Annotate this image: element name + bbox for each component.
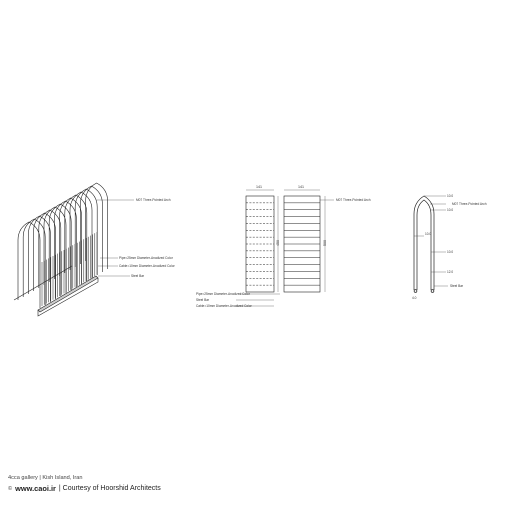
- section-arch-label: M07 Three-Pointed Arch: [452, 202, 487, 206]
- copyright-icon: ©: [8, 485, 13, 492]
- elevation-cable-label: Cable=10mm Diameter-Anodized Color: [196, 304, 252, 308]
- section-arch-inner: [417, 200, 431, 290]
- footer-site-link[interactable]: www.caoi.ir: [15, 484, 56, 493]
- elevation-dim-height2: 500: [323, 240, 327, 246]
- elevation-left-rungs: [246, 203, 274, 285]
- isometric-base: [14, 266, 98, 316]
- elevation-dim-height: 450: [276, 240, 280, 246]
- iso-steel-label: Steel Bar: [131, 274, 145, 278]
- section-tag-4: 10.0: [447, 250, 454, 254]
- elevation-pipe-label: Pipe=25mm Diameter-Anodized Color: [196, 292, 250, 296]
- section-tag-3: 10.0: [425, 232, 432, 236]
- elevation-right-rungs: [284, 203, 320, 285]
- arch-frame: [70, 192, 92, 278]
- elevation-dim-left: 141: [256, 185, 262, 189]
- isometric-arches: [18, 183, 108, 308]
- iso-cable-label: Cable=10mm Diameter-Anodized Color: [119, 264, 175, 268]
- elevation-dim-right: 141: [298, 185, 304, 189]
- footer-project: 4cca gallery | Kish Island, Iran: [8, 475, 83, 481]
- footer-credit-line: [8, 484, 161, 493]
- section-tag-5: 12.0: [447, 270, 454, 274]
- section-view: [414, 196, 448, 292]
- section-tag-1: 10.0: [447, 194, 454, 198]
- arch-frame: [34, 213, 56, 299]
- footer-credit: | Courtesy of Hoorshid Architects: [58, 485, 161, 492]
- arch-frame: [28, 216, 50, 302]
- section-tag-2: 10.0: [447, 208, 454, 212]
- section-steel-label: Steel Bar: [450, 284, 464, 288]
- isometric-view: [14, 183, 134, 316]
- elevation-dimensions: [236, 190, 334, 306]
- elevation-arch-label: M07 Three-Pointed Arch: [336, 198, 371, 202]
- arch-frame: [18, 222, 40, 308]
- elevation-view: [236, 190, 334, 306]
- arch-frame: [86, 183, 108, 269]
- iso-arch-label: M07 Three-Pointed Arch: [136, 198, 171, 202]
- section-tag-6: 4.0: [412, 296, 417, 300]
- iso-pipe-label: Pipe=25mm Diameter-Anodized Color: [119, 256, 173, 260]
- elevation-steel-label: Steel Bar: [196, 298, 210, 302]
